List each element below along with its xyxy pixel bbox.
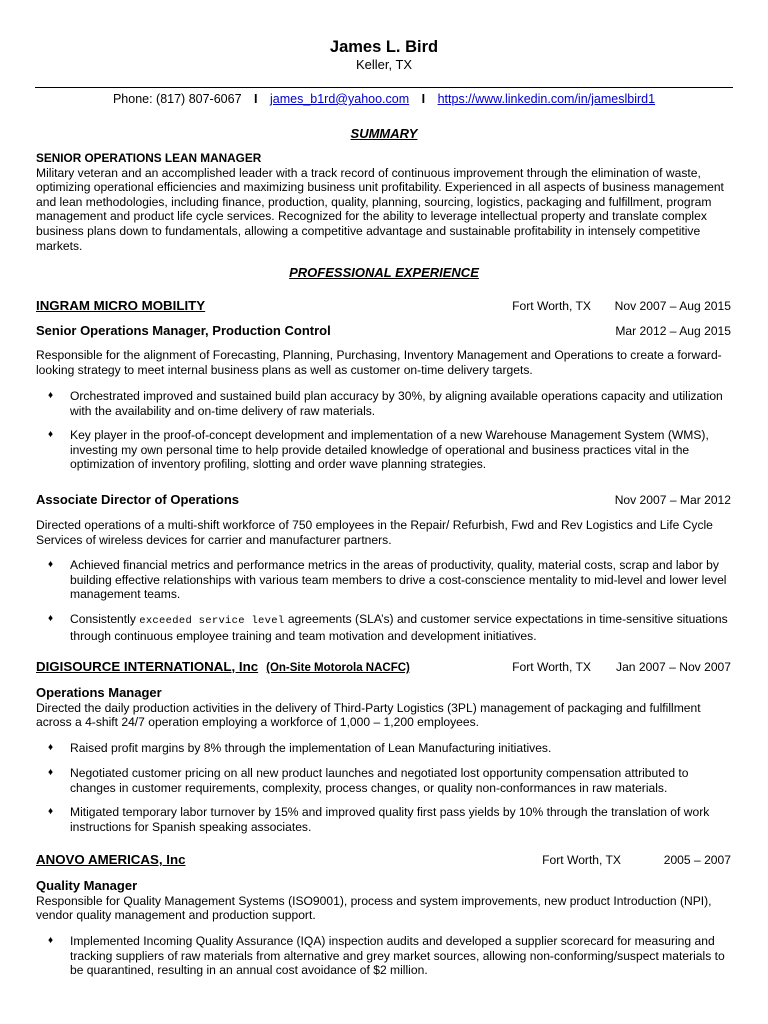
bullet-text: Implemented Incoming Quality Assurance (IQA) inspection audits and developed a supplier scorecard for measuring and tracking suppliers of raw materials from alternative and grey market sources, allowing non-conforming/suspect materials to be quarantined, resulting in an annual cost avoidance of $2 million.: [70, 934, 725, 978]
company-dates: Jan 2007 – Nov 2007: [616, 660, 731, 674]
contact-line: [0, 91, 768, 107]
role-description-text: Responsible for Quality Management Systems (ISO9001), process and system improvements, new product Introduction (NPI), vendor quality management and production support.: [36, 893, 712, 923]
linkedin-link[interactable]: https://www.linkedin.com/in/jameslbird1: [437, 92, 656, 106]
company-row-digisource: [36, 660, 731, 678]
list-item: [36, 766, 732, 795]
experience-heading: PROFESSIONAL EXPERIENCE: [289, 265, 479, 280]
role-title: Quality Manager: [36, 878, 138, 893]
company-dates: 2005 – 2007: [663, 853, 731, 867]
company-name-text: DIGISOURCE INTERNATIONAL, Inc: [36, 659, 259, 674]
role-description: [36, 518, 734, 547]
role-title: Operations Manager: [36, 685, 162, 700]
role-block: [36, 879, 734, 923]
diamond-bullet-icon: ♦: [48, 429, 54, 440]
bullet-text: Mitigated temporary labor turnover by 15% and improved quality first pass yields by 10% through the translation of work instructions for Spanish speaking associates.: [70, 805, 710, 834]
company-row-ingram: [36, 299, 731, 317]
role-description-text: Directed operations of a multi-shift workforce of 750 employees in the Repair/ Refurbish, Fwd and Rev Logistics and Life Cycle Services of wireless devices for carrier and manufacturer partners.: [36, 518, 713, 547]
company-row-anovo: [36, 853, 731, 871]
role-title: Associate Director of Operations: [36, 492, 239, 507]
bullet-text: Orchestrated improved and sustained build plan accuracy by 30%, by aligning available operations capacity and utilization with the availability and on-time delivery of raw materials.: [70, 389, 723, 418]
email-link[interactable]: james_b1rd@yahoo.com: [269, 92, 410, 106]
bullet-text: Negotiated customer pricing on all new product launches and negotiated lost opportunity compensation attributed to changes in customer requirements, complexity, process changes, or quality non-conformances in raw materials.: [70, 766, 689, 795]
company-location: Fort Worth, TX: [542, 853, 621, 867]
summary-block: [36, 151, 734, 253]
bullet-text: Consistently: [70, 612, 140, 626]
role-description-text: Directed the daily production activities in the delivery of Third-Party Logistics (3PL) management of packaging and fulfillment across a 4-shift 24/7 operation employing a workforce of 1,000 – 1,200 employees.: [36, 700, 701, 730]
company-name: INGRAM MICRO MOBILITY: [36, 298, 206, 313]
list-item: [36, 428, 732, 472]
list-item: [36, 805, 732, 834]
bullet-text: Achieved financial metrics and performance metrics in the areas of productivity, quality, material costs, scrap and labor by building effective relationships with various team members to drive a cost-conscience mentality to mid-level and lower level management teams.: [70, 558, 727, 602]
diamond-bullet-icon: ♦: [48, 742, 54, 753]
bullet-text: Raised profit margins by 8% through the implementation of Lean Manufacturing initiatives.: [70, 741, 552, 755]
candidate-name: James L. Bird: [329, 38, 439, 56]
list-item: [36, 558, 732, 602]
company-name: ANOVO AMERICAS, Inc: [36, 852, 186, 867]
diamond-bullet-icon: ♦: [48, 806, 54, 817]
contact-separator: I: [421, 92, 426, 106]
diamond-bullet-icon: ♦: [48, 767, 54, 778]
summary-heading: SUMMARY: [350, 126, 418, 141]
list-item: [36, 934, 732, 978]
bullet-text-spaced: exceeded service level: [139, 615, 285, 627]
list-item: [36, 741, 732, 756]
role-row: [36, 324, 731, 342]
company-name: [36, 660, 410, 676]
list-item: [36, 612, 732, 643]
diamond-bullet-icon: ♦: [48, 613, 54, 624]
role-description-text: Responsible for the alignment of Forecasting, Planning, Purchasing, Inventory Management and Operations to create a forward-looking strategy to meet internal business plans as well as customer on-time delivery targets.: [36, 348, 722, 377]
diamond-bullet-icon: ♦: [48, 559, 54, 570]
role-row: [36, 493, 731, 511]
bullet-text: Key player in the proof-of-concept development and implementation of a new Warehouse Management System (WMS), investing my own personal time to help provide detailed knowledge of operational and business practices vital in the optimization of inventory profiling, slotting and order wave planning strategies.: [70, 428, 709, 472]
company-onsite-note: (On-Site Motorola NACFC): [266, 662, 410, 674]
summary-text: Military veteran and an accomplished leader with a track record of continuous improvement through the elimination of waste, optimizing operational efficiencies and maximizing business unit profitability. Experienced in all aspects of business management and lean methodologies, including finance, production, quality, planning, sourcing, logistics, packaging and fulfillment, program management and product life cycle services. Recognized for the ability to leverage intellectual property and translate complex business plans down to fundamentals, allowing a competitive advantage and sustainable profitability in intensely competitive markets.: [36, 165, 724, 253]
diamond-bullet-icon: ♦: [48, 390, 54, 401]
role-title: Senior Operations Manager, Production Control: [36, 323, 331, 338]
role-block: [36, 686, 734, 730]
phone-text: Phone: (817) 807-6067: [112, 92, 242, 106]
role-dates: Mar 2012 – Aug 2015: [615, 324, 731, 338]
company-location: Fort Worth, TX: [512, 299, 591, 313]
role-description: [36, 348, 734, 377]
candidate-city: Keller, TX: [355, 57, 413, 72]
list-item: [36, 389, 732, 418]
bullet-text: agreements (SLA’s) and customer service expectations in time-sensitive situations through continuous employee training and team motivation and development initiatives.: [70, 612, 728, 643]
role-dates: Nov 2007 – Mar 2012: [614, 493, 731, 507]
diamond-bullet-icon: ♦: [48, 935, 54, 946]
contact-separator: I: [254, 92, 258, 106]
header-divider: [35, 87, 733, 88]
company-location: Fort Worth, TX: [512, 660, 591, 674]
summary-subheading: SENIOR OPERATIONS LEAN MANAGER: [36, 151, 262, 165]
company-dates: Nov 2007 – Aug 2015: [614, 299, 731, 313]
